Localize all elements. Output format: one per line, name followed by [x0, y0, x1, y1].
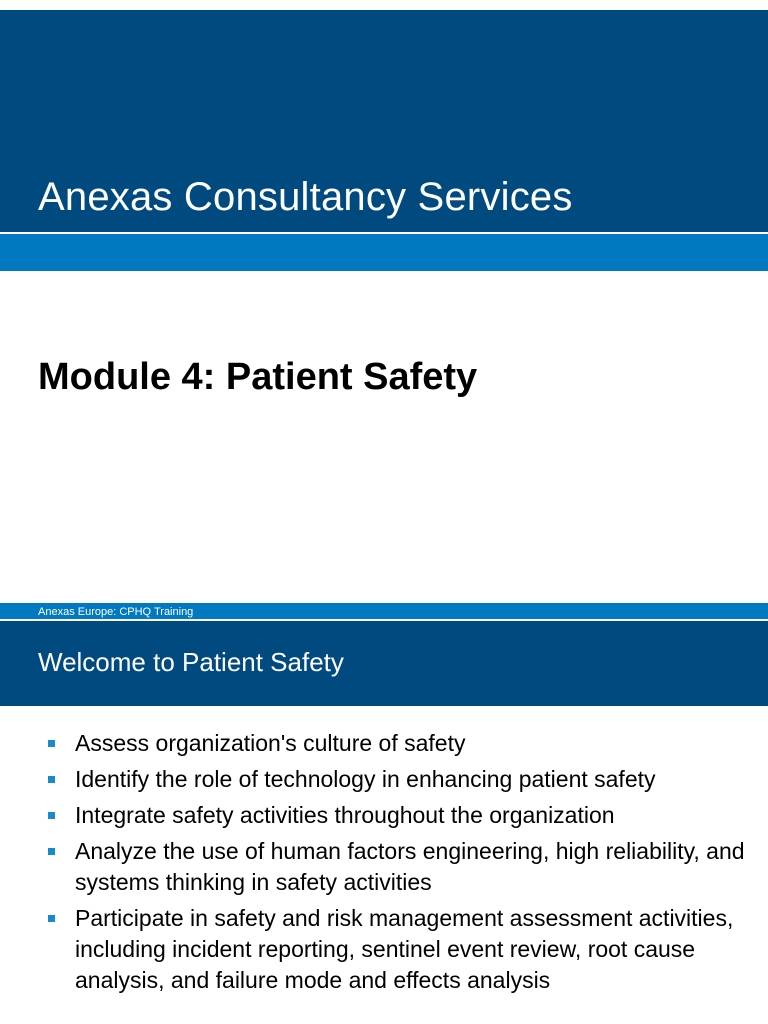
slide1-accent-band	[0, 234, 768, 271]
list-item	[48, 800, 748, 831]
slide1-title: Anexas Consultancy Services	[38, 175, 573, 219]
slide2-title: Welcome to Patient Safety	[38, 647, 344, 677]
slide2-footer-text: Anexas Europe: CPHQ Training	[38, 606, 194, 618]
square-bullet-icon	[48, 740, 55, 747]
list-item	[48, 903, 748, 996]
bullet-text: Analyze the use of human factors engineering, high reliability, and systems thinking in safety activities	[75, 838, 745, 895]
bullet-text: Identify the role of technology in enhancing patient safety	[75, 766, 656, 792]
list-item	[48, 764, 748, 795]
square-bullet-icon	[48, 915, 55, 922]
module-title: Module 4: Patient Safety	[38, 356, 478, 398]
bullet-text: Integrate safety activities throughout the organization	[75, 802, 615, 828]
bullet-text: Assess organization's culture of safety	[75, 730, 466, 756]
square-bullet-icon	[48, 812, 55, 819]
list-item	[48, 836, 748, 898]
square-bullet-icon	[48, 776, 55, 783]
bullet-list	[48, 728, 748, 1001]
list-item	[48, 728, 748, 759]
square-bullet-icon	[48, 848, 55, 855]
bullet-text: Participate in safety and risk management assessment activities, including incident reporting, sentinel event review, root cause analysis, and failure mode and effects analysis	[75, 905, 734, 993]
